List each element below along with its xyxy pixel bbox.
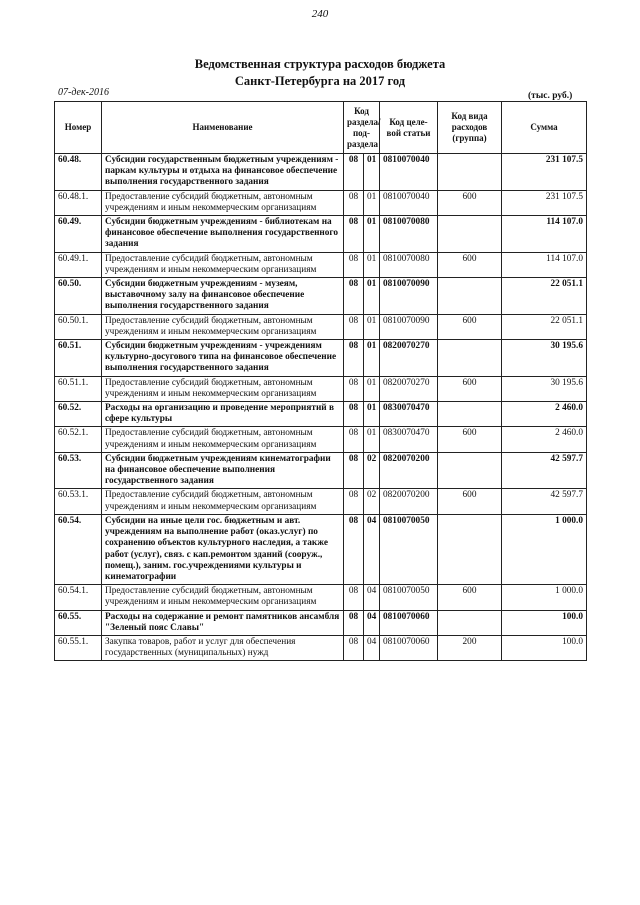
row-expense-type bbox=[438, 278, 502, 315]
row-name: Субсидии бюджетным учреждениям - учреждениям культурно-досугового типа на финансовое обеспечение выполнения государственного задания bbox=[102, 340, 344, 377]
table-row bbox=[55, 585, 587, 610]
row-expense-type: 600 bbox=[438, 314, 502, 339]
table-row bbox=[55, 489, 587, 514]
row-expense-type bbox=[438, 610, 502, 635]
row-subsection-code: 04 bbox=[364, 635, 380, 660]
row-article-code: 0810070080 bbox=[380, 216, 438, 253]
row-number: 60.54.1. bbox=[55, 585, 102, 610]
table-row bbox=[55, 314, 587, 339]
row-subsection-code: 01 bbox=[364, 278, 380, 315]
row-expense-type bbox=[438, 514, 502, 584]
table-row bbox=[55, 402, 587, 427]
row-amount: 2 460.0 bbox=[502, 402, 587, 427]
row-subsection-code: 02 bbox=[364, 452, 380, 489]
row-article-code: 0810070090 bbox=[380, 278, 438, 315]
row-amount: 114 107.0 bbox=[502, 252, 587, 277]
page-number: 240 bbox=[311, 8, 329, 20]
row-number: 60.50. bbox=[55, 278, 102, 315]
row-name: Закупка товаров, работ и услуг для обеспечения государственных (муниципальных) нужд bbox=[102, 635, 344, 660]
row-name: Предоставление субсидий бюджетным, автономным учреждениям и иным некоммерческим организациям bbox=[102, 489, 344, 514]
row-section-code: 08 bbox=[344, 278, 364, 315]
row-expense-type: 600 bbox=[438, 585, 502, 610]
row-name: Субсидии бюджетным учреждениям - библиотекам на финансовое обеспечение выполнения государственного задания bbox=[102, 216, 344, 253]
row-amount: 114 107.0 bbox=[502, 216, 587, 253]
row-article-code: 0830070470 bbox=[380, 402, 438, 427]
row-amount: 22 051.1 bbox=[502, 314, 587, 339]
row-section-code: 08 bbox=[344, 216, 364, 253]
title-line-1: Ведомственная структура расходов бюджета bbox=[194, 57, 446, 71]
row-subsection-code: 01 bbox=[364, 216, 380, 253]
row-name: Субсидии бюджетным учреждениям кинематографии на финансовое обеспечение выполнения государственного задания bbox=[102, 452, 344, 489]
row-subsection-code: 01 bbox=[364, 154, 380, 191]
row-section-code: 08 bbox=[344, 585, 364, 610]
row-article-code: 0810070080 bbox=[380, 252, 438, 277]
header-number: Номер bbox=[55, 102, 102, 154]
row-article-code: 0830070470 bbox=[380, 427, 438, 452]
row-subsection-code: 01 bbox=[364, 190, 380, 215]
row-name: Предоставление субсидий бюджетным, автономным учреждениям и иным некоммерческим организациям bbox=[102, 252, 344, 277]
row-amount: 2 460.0 bbox=[502, 427, 587, 452]
row-article-code: 0820070270 bbox=[380, 340, 438, 377]
table-row bbox=[55, 278, 587, 315]
row-section-code: 08 bbox=[344, 489, 364, 514]
row-article-code: 0810070050 bbox=[380, 585, 438, 610]
header-amount: Сумма bbox=[502, 102, 587, 154]
row-amount: 30 195.6 bbox=[502, 340, 587, 377]
row-subsection-code: 04 bbox=[364, 514, 380, 584]
row-section-code: 08 bbox=[344, 314, 364, 339]
row-number: 60.49. bbox=[55, 216, 102, 253]
row-subsection-code: 04 bbox=[364, 585, 380, 610]
row-number: 60.49.1. bbox=[55, 252, 102, 277]
row-amount: 42 597.7 bbox=[502, 489, 587, 514]
row-subsection-code: 01 bbox=[364, 376, 380, 401]
row-article-code: 0810070040 bbox=[380, 190, 438, 215]
budget-table-body bbox=[55, 154, 587, 661]
header-name: Наименование bbox=[102, 102, 344, 154]
row-expense-type bbox=[438, 452, 502, 489]
row-subsection-code: 01 bbox=[364, 427, 380, 452]
table-row bbox=[55, 610, 587, 635]
table-row bbox=[55, 340, 587, 377]
row-expense-type: 600 bbox=[438, 252, 502, 277]
table-row bbox=[55, 154, 587, 191]
table-row bbox=[55, 452, 587, 489]
table-header-row bbox=[55, 102, 587, 154]
row-section-code: 08 bbox=[344, 252, 364, 277]
row-name: Предоставление субсидий бюджетным, автономным учреждениям и иным некоммерческим организациям bbox=[102, 314, 344, 339]
row-name: Субсидии бюджетным учреждениям - музеям, выставочному залу на финансовое обеспечение выполнения государственного задания bbox=[102, 278, 344, 315]
row-section-code: 08 bbox=[344, 610, 364, 635]
row-expense-type bbox=[438, 340, 502, 377]
row-subsection-code: 04 bbox=[364, 610, 380, 635]
row-section-code: 08 bbox=[344, 190, 364, 215]
row-section-code: 08 bbox=[344, 427, 364, 452]
row-section-code: 08 bbox=[344, 376, 364, 401]
row-number: 60.54. bbox=[55, 514, 102, 584]
row-expense-type: 600 bbox=[438, 376, 502, 401]
table-row bbox=[55, 252, 587, 277]
document-title bbox=[0, 56, 640, 90]
row-article-code: 0810070060 bbox=[380, 635, 438, 660]
row-name: Расходы на содержание и ремонт памятников ансамбля "Зеленый пояс Славы" bbox=[102, 610, 344, 635]
table-row bbox=[55, 376, 587, 401]
row-subsection-code: 01 bbox=[364, 314, 380, 339]
row-amount: 231 107.5 bbox=[502, 154, 587, 191]
row-name: Предоставление субсидий бюджетным, автономным учреждениям и иным некоммерческим организациям bbox=[102, 376, 344, 401]
row-article-code: 0810070040 bbox=[380, 154, 438, 191]
table-row bbox=[55, 514, 587, 584]
row-name: Субсидии государственным бюджетным учреждениям - паркам культуры и отдыха на финансовое обеспечение выполнения государственного задания bbox=[102, 154, 344, 191]
table-row bbox=[55, 635, 587, 660]
row-amount: 1 000.0 bbox=[502, 585, 587, 610]
row-number: 60.50.1. bbox=[55, 314, 102, 339]
table-row bbox=[55, 427, 587, 452]
row-subsection-code: 01 bbox=[364, 252, 380, 277]
row-number: 60.48. bbox=[55, 154, 102, 191]
row-name: Расходы на организацию и проведение мероприятий в сфере культуры bbox=[102, 402, 344, 427]
row-number: 60.53. bbox=[55, 452, 102, 489]
row-name: Предоставление субсидий бюджетным, автономным учреждениям и иным некоммерческим организациям bbox=[102, 190, 344, 215]
row-section-code: 08 bbox=[344, 635, 364, 660]
row-section-code: 08 bbox=[344, 402, 364, 427]
table-row bbox=[55, 216, 587, 253]
row-amount: 30 195.6 bbox=[502, 376, 587, 401]
row-expense-type: 600 bbox=[438, 489, 502, 514]
budget-table bbox=[54, 101, 587, 661]
row-amount: 100.0 bbox=[502, 635, 587, 660]
row-number: 60.55. bbox=[55, 610, 102, 635]
row-amount: 1 000.0 bbox=[502, 514, 587, 584]
row-section-code: 08 bbox=[344, 340, 364, 377]
row-section-code: 08 bbox=[344, 154, 364, 191]
row-amount: 42 597.7 bbox=[502, 452, 587, 489]
row-expense-type: 200 bbox=[438, 635, 502, 660]
row-number: 60.51.1. bbox=[55, 376, 102, 401]
row-expense-type bbox=[438, 216, 502, 253]
header-section: Код раздела/ под- раздела bbox=[344, 102, 380, 154]
header-expense-type: Код вида расходов (группа) bbox=[438, 102, 502, 154]
row-expense-type: 600 bbox=[438, 427, 502, 452]
row-expense-type bbox=[438, 154, 502, 191]
row-number: 60.52.1. bbox=[55, 427, 102, 452]
units-label: (тыс. руб.) bbox=[528, 91, 573, 101]
row-amount: 22 051.1 bbox=[502, 278, 587, 315]
title-line-2: Санкт-Петербурга на 2017 год bbox=[234, 74, 406, 88]
row-amount: 100.0 bbox=[502, 610, 587, 635]
row-number: 60.51. bbox=[55, 340, 102, 377]
row-article-code: 0820070200 bbox=[380, 489, 438, 514]
row-number: 60.53.1. bbox=[55, 489, 102, 514]
row-name: Предоставление субсидий бюджетным, автономным учреждениям и иным некоммерческим организациям bbox=[102, 585, 344, 610]
row-article-code: 0820070270 bbox=[380, 376, 438, 401]
row-subsection-code: 01 bbox=[364, 402, 380, 427]
row-number: 60.48.1. bbox=[55, 190, 102, 215]
row-name: Предоставление субсидий бюджетным, автономным учреждениям и иным некоммерческим организациям bbox=[102, 427, 344, 452]
row-amount: 231 107.5 bbox=[502, 190, 587, 215]
row-number: 60.55.1. bbox=[55, 635, 102, 660]
row-expense-type bbox=[438, 402, 502, 427]
row-article-code: 0810070090 bbox=[380, 314, 438, 339]
row-number: 60.52. bbox=[55, 402, 102, 427]
row-name: Субсидии на иные цели гос. бюджетным и авт. учреждениям на выполнение работ (оказ.услуг) по сохранению объектов культурного наследия, а также работ (услуг), связ. с кап.ремонтом зданий (сооруж., помещ.), заним. гос.учреждениями культуры и кинематографии bbox=[102, 514, 344, 584]
row-subsection-code: 01 bbox=[364, 340, 380, 377]
row-subsection-code: 02 bbox=[364, 489, 380, 514]
row-article-code: 0810070060 bbox=[380, 610, 438, 635]
document-date: 07-дек-2016 bbox=[58, 87, 109, 98]
row-section-code: 08 bbox=[344, 514, 364, 584]
row-expense-type: 600 bbox=[438, 190, 502, 215]
row-article-code: 0820070200 bbox=[380, 452, 438, 489]
table-row bbox=[55, 190, 587, 215]
row-article-code: 0810070050 bbox=[380, 514, 438, 584]
row-section-code: 08 bbox=[344, 452, 364, 489]
header-article: Код целе- вой статьи bbox=[380, 102, 438, 154]
